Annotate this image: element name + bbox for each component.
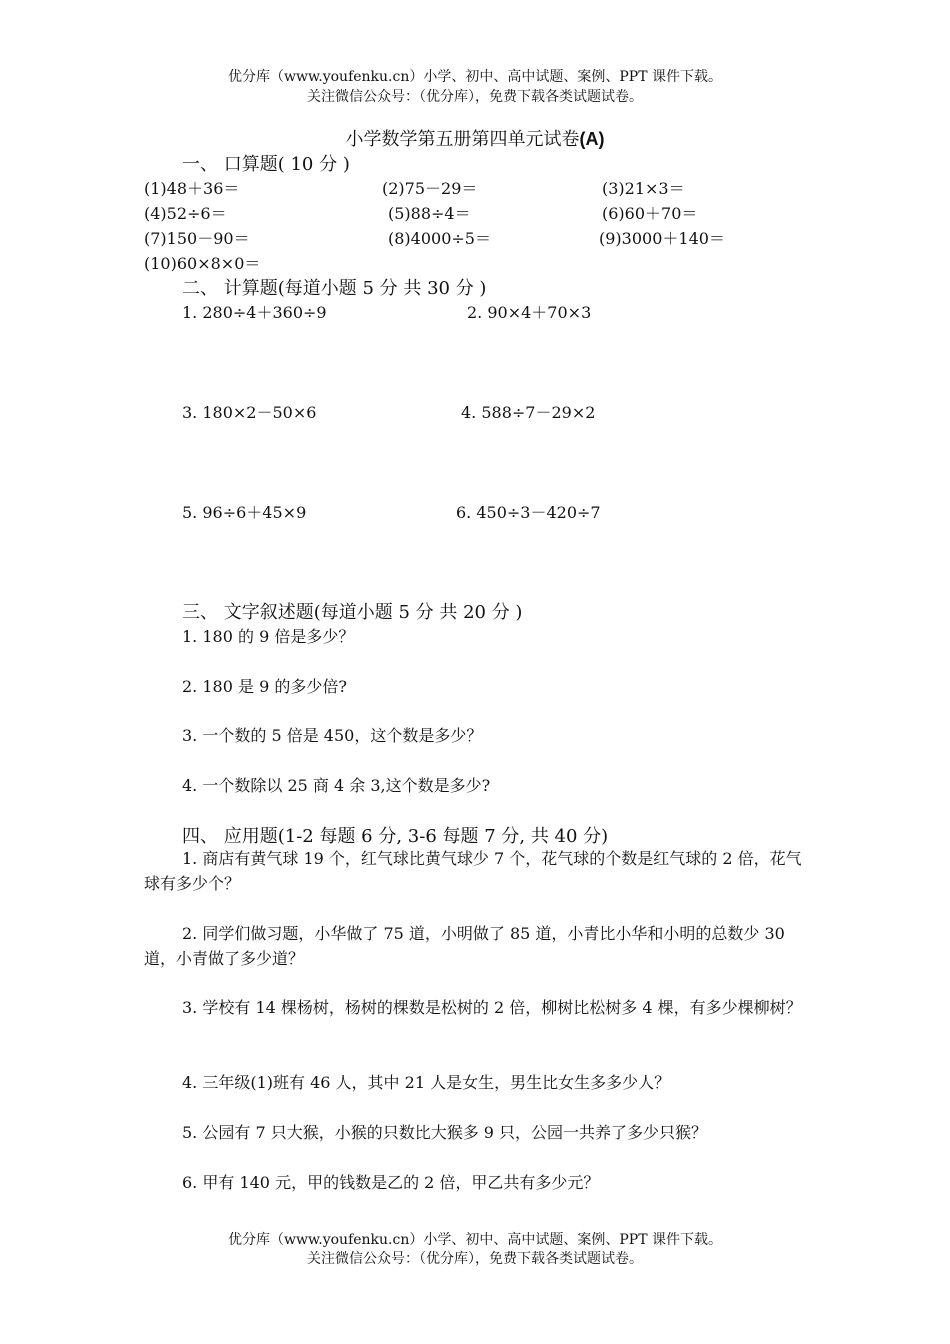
- footer-line-1: 优分库（www.youfenku.cn）小学、初中、高中试题、案例、PPT 课件下载。: [227, 1232, 722, 1248]
- oral-item-1: (1)48＋36＝: [144, 179, 240, 198]
- word-item-1: 1. 180 的 9 倍是多少？: [182, 627, 355, 646]
- oral-item-8: (8)4000÷5＝: [388, 229, 491, 248]
- oral-item-6: (6)60＋70＝: [602, 204, 698, 223]
- section1-heading: 一、 口算题( 10 分 ): [182, 154, 350, 175]
- calc-item-6: 6. 450÷3－420÷7: [456, 503, 601, 522]
- footer-line-2: 关注微信公众号：（优分库），免费下载各类试题试卷。: [307, 1251, 643, 1267]
- title-main: 小学数学第五册第四单元试卷: [345, 129, 580, 150]
- app-item-5: 5. 公园有 7 只大猴，小猴的只数比大猴多 9 只，公园一共养了多少只猴？: [182, 1123, 708, 1142]
- word-item-2: 2. 180 是 9 的多少倍?: [182, 677, 347, 696]
- app-item-3: 3. 学校有 14 棵杨树，杨树的棵数是松树的 2 倍，柳树比松树多 4 棵，有多少棵柳树？: [182, 998, 802, 1017]
- word-item-3: 3. 一个数的 5 倍是 450，这个数是多少？: [182, 726, 483, 745]
- word-item-4: 4. 一个数除以 25 商 4 余 3,这个数是多少?: [182, 776, 491, 795]
- oral-item-9: (9)3000＋140＝: [599, 229, 725, 248]
- oral-item-10: (10)60×8×0＝: [144, 254, 261, 273]
- calc-item-1: 1. 280÷4＋360÷9: [182, 303, 327, 322]
- app-item-6: 6. 甲有 140 元，甲的钱数是乙的 2 倍，甲乙共有多少元？: [182, 1173, 600, 1192]
- app-item-1: 1. 商店有黄气球 19 个，红气球比黄气球少 7 个，花气球的个数是红气球的 2 倍，花气球有多少个？: [144, 849, 802, 893]
- oral-item-2: (2)75－29＝: [382, 179, 478, 198]
- oral-item-7: (7)150－90＝: [144, 229, 250, 248]
- calc-item-5: 5. 96÷6＋45×9: [182, 503, 307, 522]
- header-line-1: 优分库（www.youfenku.cn）小学、初中、高中试题、案例、PPT 课件下载。: [227, 69, 722, 85]
- section4-heading: 四、 应用题(1-2 每题 6 分, 3-6 每题 7 分, 共 40 分): [182, 826, 609, 847]
- section2-heading: 二、 计算题(每道小题 5 分 共 30 分 ): [182, 278, 487, 299]
- calc-item-2: 2. 90×4＋70×3: [467, 303, 592, 322]
- calc-item-4: 4. 588÷7－29×2: [461, 403, 596, 422]
- app-item-4: 4. 三年级(1)班有 46 人，其中 21 人是女生，男生比女生多多少人？: [182, 1073, 671, 1092]
- header-line-2: 关注微信公众号：（优分库），免费下载各类试题试卷。: [307, 89, 643, 105]
- section3-heading: 三、 文字叙述题(每道小题 5 分 共 20 分 ): [182, 602, 523, 623]
- title-suffix: (A): [579, 129, 605, 149]
- oral-item-3: (3)21×3＝: [602, 179, 685, 198]
- oral-item-4: (4)52÷6＝: [144, 204, 227, 223]
- app-item-2: 2. 同学们做习题，小华做了 75 道，小明做了 85 道，小青比小华和小明的总数少 30 道，小青做了多少道？: [144, 924, 785, 968]
- calc-item-3: 3. 180×2－50×6: [182, 403, 317, 422]
- oral-item-5: (5)88÷4＝: [388, 204, 471, 223]
- page-title: [0, 125, 950, 151]
